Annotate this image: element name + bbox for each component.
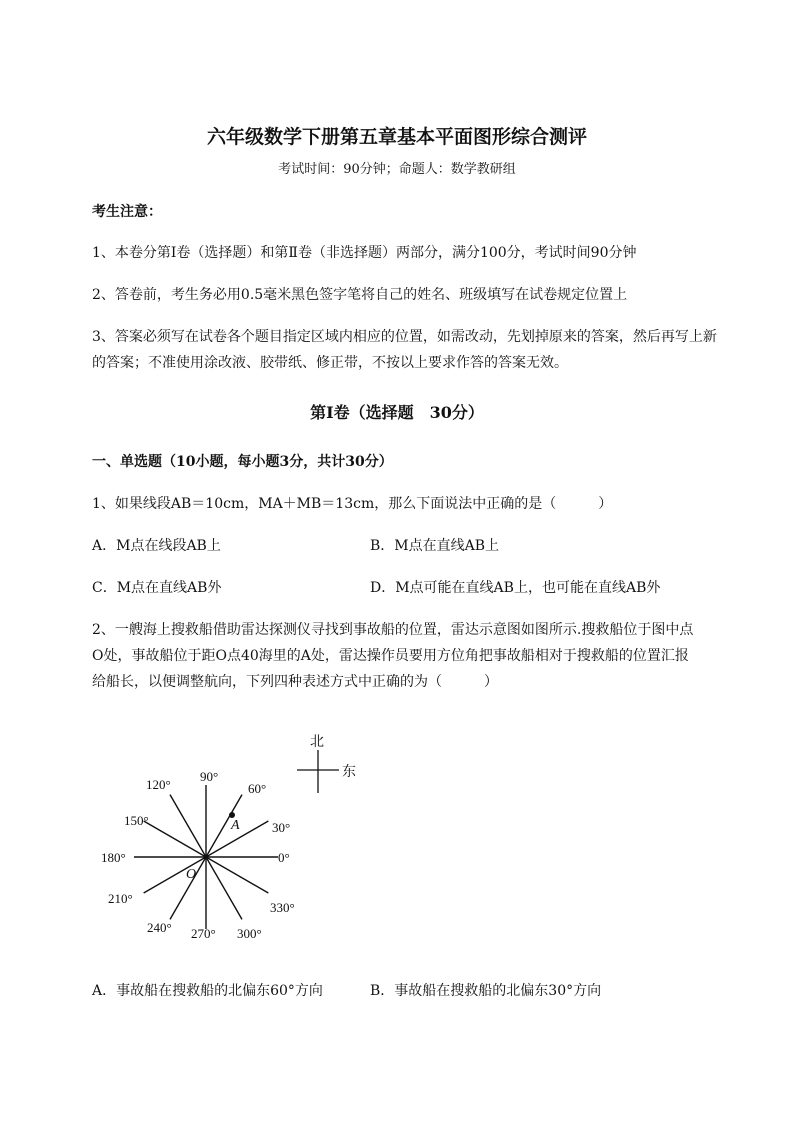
angle-label: 0°: [278, 850, 290, 865]
radar-angle-labels: [101, 769, 295, 941]
question-2-option-a: A．事故船在搜救船的北偏东60°方向: [92, 983, 323, 999]
question-2-stem: O处，事故船位于距O点40海里的A处，雷达操作员要用方位角把事故船相对于搜救船的位置汇报: [92, 648, 689, 664]
notice-item: 的答案；不准使用涂改液、胶带纸、修正带，不按以上要求作答的答案无效。: [92, 355, 568, 371]
angle-label: 180°: [101, 850, 126, 865]
compass-indicator: [297, 734, 356, 793]
north-label: 北: [310, 735, 324, 750]
angle-label: 120°: [146, 777, 171, 792]
angle-label: 210°: [108, 891, 133, 906]
question-1-stem: 1、如果线段AB＝10cm，MA＋MB＝13cm，那么下面说法中正确的是（ ）: [92, 496, 613, 512]
page-title: 六年级数学下册第五章基本平面图形综合测评: [206, 126, 587, 148]
angle-label: 150°: [124, 813, 149, 828]
angle-label: 60°: [248, 781, 267, 796]
point-a-label: A: [231, 818, 240, 833]
angle-label: 240°: [147, 920, 172, 935]
notice-item: 3、答案必须写在试卷各个题目指定区域内相应的位置，如需改动，先划掉原来的答案，然后再写上新: [92, 329, 717, 345]
angle-label: 270°: [191, 926, 216, 941]
question-1-option-b: B．M点在直线AB上: [370, 538, 500, 554]
part-title: 一、单选题（10小题，每小题3分，共计30分）: [92, 454, 393, 470]
question-1-option-c: C．M点在直线AB外: [92, 580, 222, 596]
center-o-label: O: [186, 867, 197, 882]
angle-label: 30°: [272, 820, 291, 835]
radar-lines: [134, 785, 278, 929]
question-2-option-b: B．事故船在搜救船的北偏东30°方向: [370, 983, 602, 999]
question-2-stem: 给船长，以便调整航向，下列四种表述方式中正确的为（ ）: [92, 674, 498, 690]
angle-label: 300°: [237, 926, 262, 941]
section-title: 第Ⅰ卷（选择题 30分）: [310, 403, 484, 422]
notice-heading: 考生注意：: [92, 204, 162, 220]
notice-item: 1、本卷分第Ⅰ卷（选择题）和第Ⅱ卷（非选择题）两部分，满分100分，考试时间90分钟: [92, 245, 637, 261]
exam-info: 考试时间：90分钟；命题人：数学教研组: [278, 162, 516, 177]
notice-item: 2、答卷前，考生务必用0.5毫米黑色签字笔将自己的姓名、班级填写在试卷规定位置上: [92, 287, 628, 303]
east-label: 东: [342, 765, 356, 780]
question-2-stem: 2、一艘海上搜救船借助雷达探测仪寻找到事故船的位置，雷达示意图如图所示.搜救船位于图中点: [92, 622, 694, 638]
angle-label: 330°: [270, 900, 295, 915]
question-1-option-a: A．M点在线段AB上: [92, 538, 221, 554]
question-1-option-d: D．M点可能在直线AB上，也可能在直线AB外: [370, 580, 661, 596]
angle-label: 90°: [200, 769, 219, 784]
